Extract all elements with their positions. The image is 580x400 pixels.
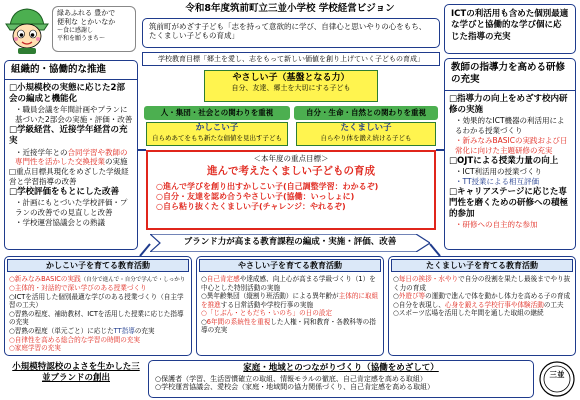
focus-label: ＜本年度の重点目標＞ <box>253 154 329 163</box>
brand-text: 小規模特認校のよさを生かした三並ブランドの創出 <box>12 362 140 384</box>
column-list <box>389 274 575 319</box>
community-panel <box>148 360 534 398</box>
column-yasashii <box>196 256 384 356</box>
list-item: □キャリアステージに応じた専門性を磨くための研修への積極的参加 <box>449 186 569 220</box>
takumashii-title: たくましい子 <box>340 123 392 133</box>
focus-item: ○自ら粘り抜くたくましい子(チャレンジ：やれるぞ) <box>156 201 346 211</box>
emblem-text: 三並 <box>549 370 565 379</box>
list-item: ○自分を表現し、心身を鍛える学校行事や体験活動の工夫 <box>393 300 564 309</box>
list-item: ○外遊び等の運動で進んで体を動かし体力を高める子の育成 <box>393 292 571 301</box>
list-item: ○主体的・対話的で深い学びのある授業づくり <box>9 284 147 293</box>
column-takumashii <box>388 256 576 356</box>
list-item: ・研修への自主的な参加 <box>455 220 538 230</box>
takumashii-sub: 自らやり体を鍛え続ける子ども <box>320 133 412 142</box>
emblem-icon <box>538 360 576 398</box>
list-item: □学級経営、近接学年経営の充実 <box>9 125 128 147</box>
list-item: □学校評価をもとにした改善 <box>9 187 120 198</box>
column-list <box>197 274 383 336</box>
column-header: やさしい子を育てる教育活動 <box>199 259 381 272</box>
vision-line: たくましい子どもの育成」 <box>149 31 239 41</box>
list-item: ○家庭学習の充実 <box>9 344 61 353</box>
motto-line: 便利な とかいなか <box>57 18 116 27</box>
list-item: ○習熟の程度、補助教材、ICTを活用した授業に応じた指導の充実 <box>9 309 184 327</box>
school-emblem <box>538 360 576 398</box>
motto-line: 平和を願うまち～ <box>57 34 106 42</box>
list-item: □重点目標具現化をめざした学級経営と学習指導の改善 <box>9 167 129 187</box>
list-item: ○6年間の系統性を重視した人権・同和教育・各教科等の指導の充実 <box>201 317 376 335</box>
brand-banner <box>150 234 430 252</box>
list-item: ○毎日の挨拶・水やりで自分の役割を果たし最後までやり抜く力の育成 <box>393 275 571 292</box>
right-band: 自分・生命・自然との関わりを重視 <box>294 106 438 120</box>
page-title-text: 令和8年度筑前町立三並小学校 学校経営ビジョン <box>185 3 395 14</box>
column-header: たくましい子を育てる教育活動 <box>391 259 573 272</box>
list-item: □OJTによる授業力量の向上 <box>449 155 559 166</box>
list-item: □指導力の向上をめざす校内研修の実施 <box>449 93 568 115</box>
focus-item: ○進んで学びを創り出すかしこい子(自己調整学習：わかるぞ) <box>156 181 379 191</box>
list-item: ○「じぶん・ともだち・いのち」の日の設定 <box>201 309 333 318</box>
list-item: ・ICT利活用の授業づくり <box>455 166 543 176</box>
list-item: ○自律性を高める総合的な学習の時間の充実 <box>9 335 141 344</box>
focus-item: ○自分・友達を認め合うやさしい子(協働：いっしょに) <box>156 191 355 201</box>
base-label: 学校教育目標「郷土を愛し、志をもって新しい価値を創り上げていく子どもの育成」 <box>142 52 440 66</box>
list-item: ○自己肯定感や達成感、向上心が高まる学級づくり（1）を中心とした特別活動の実施 <box>201 275 376 292</box>
list-item: ○新みなみBASICの実践（自分で進んで・自分で学んで・しっかり <box>9 275 186 283</box>
list-item: ・新みなみBASICの実践および日常化に向けた主題研修の充実 <box>455 135 568 155</box>
community-title: 家庭・地域とのつながりづくり（協働をめざして） <box>243 363 439 373</box>
yasashii-sub: 自分、友達、郷土を大切にする子ども <box>231 84 351 93</box>
list-item: ・職員会議を年間計画やプランに基づいた2部会の実施・評価・改善 <box>15 105 133 125</box>
list-item: ・計画にもとづいた学校評価・プランの改善での見直しと改善 <box>15 198 128 218</box>
left-top-title: 組織的・協働的な推進 <box>5 61 137 80</box>
right-top-title: 教師の指導力を高める研修の充実 <box>445 59 575 91</box>
list-item: ○習熟の程度（単元ごと）に応じたTT指導の充実 <box>9 326 155 335</box>
motto-line: ～食に感謝し <box>57 27 94 35</box>
community-item: ○保護者（学習、生活習慣確立の取組、情報モラルの徹底、自己肯定感を高める取組） <box>155 374 427 383</box>
list-item: ○異年齢集団（縦割り班活動）による異年齢が主体的に取組を推進する日常活動や学校行事の実施 <box>201 292 379 309</box>
list-item: □小規模校の実態に応じた2部会の編成と機能化 <box>9 82 125 105</box>
vision-line: 筑前町がめざす子ども「志を持って意欲的に学び、自律心と思いやりの心をもち、 <box>149 22 427 31</box>
list-item: ・近接学年との合同学習や教師の専門性を活かした交換授業の実施 <box>15 147 128 167</box>
kashikoi-sub: 自らめあてをもち新たな価値を見出す子ども <box>152 133 282 142</box>
list-item: ・効果的なICT機器の利活用によるわかる授業づくり <box>455 116 565 136</box>
ict-text: ICTの利活用も含めた個別最適な学びと協働的な学び個に応じた指導の充実 <box>451 9 569 42</box>
bottom-left-brand <box>10 362 142 385</box>
kashikoi-title: かしこい子 <box>195 123 239 133</box>
list-item: ○スポーツ広場を活用した年間を通した取組の継続 <box>393 309 544 318</box>
column-kashikoi <box>4 256 192 356</box>
brand-banner-text: ブランド力が高まる教育課程の編成・実施・評価、改善 <box>183 237 397 247</box>
column-header: かしこい子を育てる教育活動 <box>7 259 189 272</box>
left-band: 人・集団・社会との関わりを重視 <box>144 106 290 120</box>
focus-title: 進んで考えたくましい子どもの育成 <box>207 165 375 178</box>
motto-line: 緑あふれる 豊かで <box>57 9 116 17</box>
column-list <box>5 274 191 354</box>
list-item: ○ICTを活用した個別最適な学びのある授業づくり（自主学習の工夫） <box>9 292 184 310</box>
list-item: ・TT授業による相互評価 <box>455 176 540 186</box>
community-item: ○学校運営協議会、愛校会（家庭・地域間の協力関係づくり、自己肯定感を高める取組） <box>155 383 435 392</box>
list-item: ・学校運営協議会との熟議 <box>15 218 105 228</box>
yasashii-title: やさしい子（基盤となる力） <box>232 73 350 83</box>
